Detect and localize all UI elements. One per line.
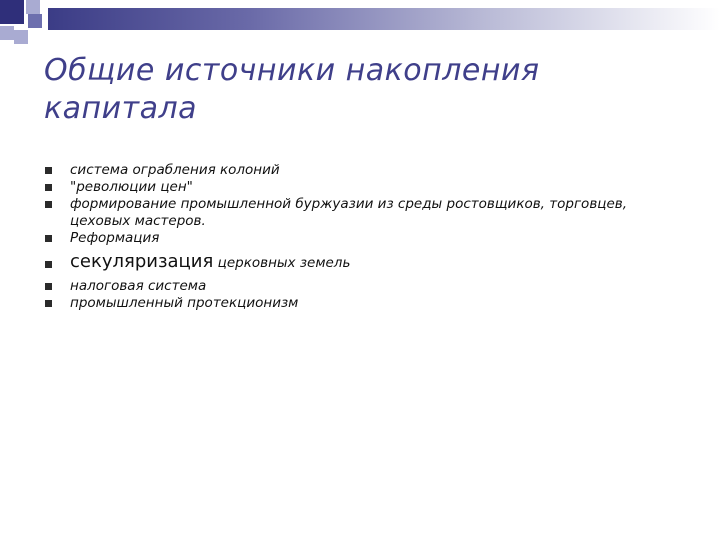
list-item (44, 179, 644, 196)
list-item (44, 196, 644, 230)
bullet-icon (45, 167, 52, 174)
list-item (44, 253, 644, 272)
bullet-icon (45, 283, 52, 290)
decor-square (0, 0, 24, 24)
bullet-list (44, 162, 644, 312)
decor-bar (48, 8, 720, 30)
decor-square (14, 30, 28, 44)
bullet-icon (45, 201, 52, 208)
slide-title (44, 52, 664, 128)
decor-square (28, 14, 42, 28)
list-item-text-emphasis: секуляризация (70, 251, 214, 272)
list-item (44, 278, 644, 295)
list-item (44, 295, 644, 312)
list-item-text: "революции цен" (70, 179, 193, 195)
bullet-icon (45, 184, 52, 191)
title-line: капитала (44, 91, 198, 126)
list-item (44, 162, 644, 179)
bullet-icon (45, 261, 52, 268)
list-item-text: система ограбления колоний (70, 162, 280, 178)
bullet-icon (45, 235, 52, 242)
bullet-icon (45, 300, 52, 307)
list-item-text: налоговая система (70, 278, 207, 294)
list-item-text: промышленный протекционизм (70, 295, 299, 311)
decor-square (0, 26, 14, 40)
list-item-text: церковных земель (213, 255, 351, 271)
title-line: Общие источники накопления (44, 53, 540, 88)
list-item-text: Реформация (70, 230, 160, 246)
list-item (44, 230, 644, 247)
decor-square (26, 0, 40, 14)
list-item-text: формирование промышленной буржуазии из среды ростовщиков, торговцев, цеховых мастеров. (70, 196, 628, 229)
